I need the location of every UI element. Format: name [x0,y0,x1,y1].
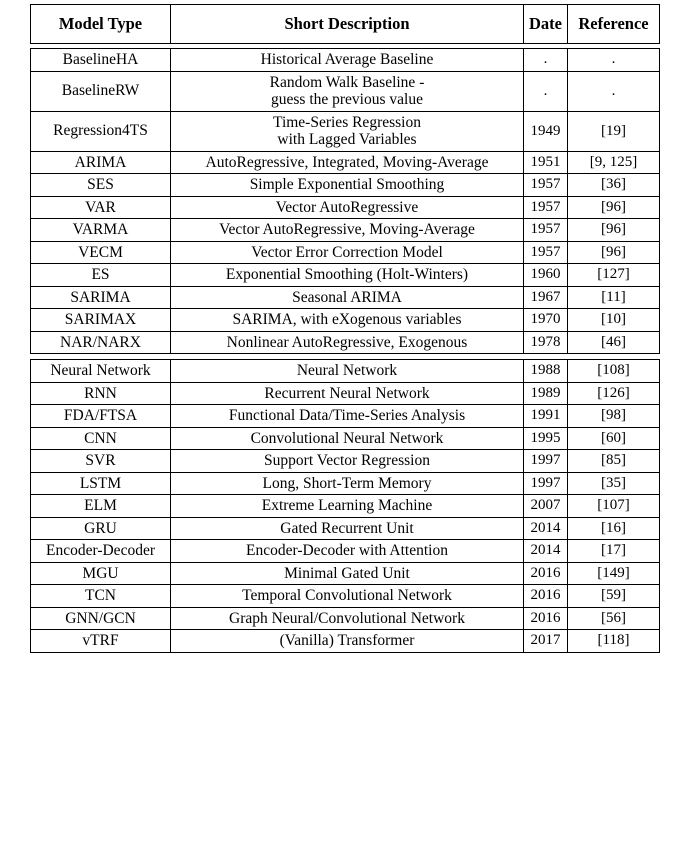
cell-description: Extreme Learning Machine [171,495,524,518]
cell-date: 2016 [524,562,568,585]
table-row [31,309,660,332]
cell-description: Simple Exponential Smoothing [171,174,524,197]
cell-description: Neural Network [171,360,524,383]
cell-reference: [96] [568,196,660,219]
table-row [31,585,660,608]
column-header-date: Date [524,5,568,44]
cell-date: 1949 [524,111,568,151]
cell-description: Graph Neural/Convolutional Network [171,607,524,630]
cell-model: GRU [31,517,171,540]
table-row [31,472,660,495]
cell-reference: [85] [568,450,660,473]
cell-description: Vector AutoRegressive, Moving-Average [171,219,524,242]
cell-description: Historical Average Baseline [171,49,524,72]
cell-reference: [96] [568,219,660,242]
cell-reference: [107] [568,495,660,518]
cell-reference: [96] [568,241,660,264]
cell-description: Support Vector Regression [171,450,524,473]
cell-date: . [524,71,568,111]
cell-description: SARIMA, with eXogenous variables [171,309,524,332]
cell-model: SARIMA [31,286,171,309]
table-row [31,495,660,518]
cell-description: Gated Recurrent Unit [171,517,524,540]
table-row [31,360,660,383]
cell-reference: [98] [568,405,660,428]
table-header-row [31,5,660,44]
cell-date: 2014 [524,540,568,563]
cell-description: Long, Short-Term Memory [171,472,524,495]
cell-description: Time-Series Regression with Lagged Variables [171,111,524,151]
cell-reference: [11] [568,286,660,309]
cell-model: SES [31,174,171,197]
cell-model: NAR/NARX [31,331,171,354]
cell-reference: [127] [568,264,660,287]
cell-description: Vector AutoRegressive [171,196,524,219]
cell-reference: [36] [568,174,660,197]
cell-reference: [16] [568,517,660,540]
cell-reference: [126] [568,382,660,405]
cell-date: 1978 [524,331,568,354]
cell-date: 1957 [524,196,568,219]
cell-description: Encoder-Decoder with Attention [171,540,524,563]
cell-description: Vector Error Correction Model [171,241,524,264]
cell-date: 1957 [524,241,568,264]
table-row [31,331,660,354]
cell-model: vTRF [31,630,171,653]
cell-date: 2016 [524,607,568,630]
cell-date: 1988 [524,360,568,383]
cell-description: Functional Data/Time-Series Analysis [171,405,524,428]
cell-reference: [35] [568,472,660,495]
cell-model: RNN [31,382,171,405]
cell-description: AutoRegressive, Integrated, Moving-Average [171,151,524,174]
cell-description: Temporal Convolutional Network [171,585,524,608]
cell-reference: [56] [568,607,660,630]
table-row [31,264,660,287]
cell-date: 2007 [524,495,568,518]
cell-description: Convolutional Neural Network [171,427,524,450]
table-row [31,151,660,174]
cell-date: 1995 [524,427,568,450]
cell-date: 1989 [524,382,568,405]
cell-date: . [524,49,568,72]
table-row [31,49,660,72]
cell-date: 1957 [524,174,568,197]
cell-reference: [118] [568,630,660,653]
cell-date: 1951 [524,151,568,174]
table-row [31,427,660,450]
cell-model: BaselineRW [31,71,171,111]
table-row [31,241,660,264]
cell-model: CNN [31,427,171,450]
cell-reference: [10] [568,309,660,332]
table-row [31,607,660,630]
cell-date: 1967 [524,286,568,309]
table-header [31,5,660,49]
cell-model: TCN [31,585,171,608]
cell-model: VAR [31,196,171,219]
table-row [31,71,660,111]
cell-reference: [46] [568,331,660,354]
cell-description: (Vanilla) Transformer [171,630,524,653]
cell-date: 1991 [524,405,568,428]
cell-reference: [108] [568,360,660,383]
cell-model: LSTM [31,472,171,495]
cell-model: FDA/FTSA [31,405,171,428]
cell-model: VARMA [31,219,171,242]
cell-model: Encoder-Decoder [31,540,171,563]
cell-model: BaselineHA [31,49,171,72]
cell-reference: [17] [568,540,660,563]
cell-reference: [19] [568,111,660,151]
model-type-table [30,4,660,653]
cell-date: 2017 [524,630,568,653]
table-row [31,540,660,563]
table-row [31,450,660,473]
cell-model: MGU [31,562,171,585]
cell-reference: . [568,49,660,72]
table-row [31,196,660,219]
table-row [31,562,660,585]
cell-date: 1997 [524,472,568,495]
model-table-container [30,4,659,653]
cell-description: Random Walk Baseline - guess the previous value [171,71,524,111]
cell-model: SARIMAX [31,309,171,332]
cell-description: Minimal Gated Unit [171,562,524,585]
cell-reference: [9, 125] [568,151,660,174]
column-header-model-type: Model Type [31,5,171,44]
cell-description: Exponential Smoothing (Holt-Winters) [171,264,524,287]
cell-model: SVR [31,450,171,473]
table-row [31,630,660,653]
table-row [31,382,660,405]
cell-reference: . [568,71,660,111]
cell-model: VECM [31,241,171,264]
table-row [31,286,660,309]
cell-date: 2014 [524,517,568,540]
cell-description: Recurrent Neural Network [171,382,524,405]
cell-model: ES [31,264,171,287]
cell-model: Regression4TS [31,111,171,151]
table-row [31,174,660,197]
cell-date: 1957 [524,219,568,242]
cell-date: 1970 [524,309,568,332]
table-row [31,111,660,151]
cell-description: Seasonal ARIMA [171,286,524,309]
table-body [31,49,660,653]
cell-reference: [59] [568,585,660,608]
cell-model: GNN/GCN [31,607,171,630]
table-row [31,405,660,428]
column-header-reference: Reference [568,5,660,44]
cell-description: Nonlinear AutoRegressive, Exogenous [171,331,524,354]
cell-model: ELM [31,495,171,518]
table-row [31,517,660,540]
column-header-description: Short Description [171,5,524,44]
cell-date: 2016 [524,585,568,608]
cell-reference: [60] [568,427,660,450]
table-row [31,219,660,242]
cell-model: Neural Network [31,360,171,383]
cell-model: ARIMA [31,151,171,174]
cell-reference: [149] [568,562,660,585]
cell-date: 1960 [524,264,568,287]
cell-date: 1997 [524,450,568,473]
